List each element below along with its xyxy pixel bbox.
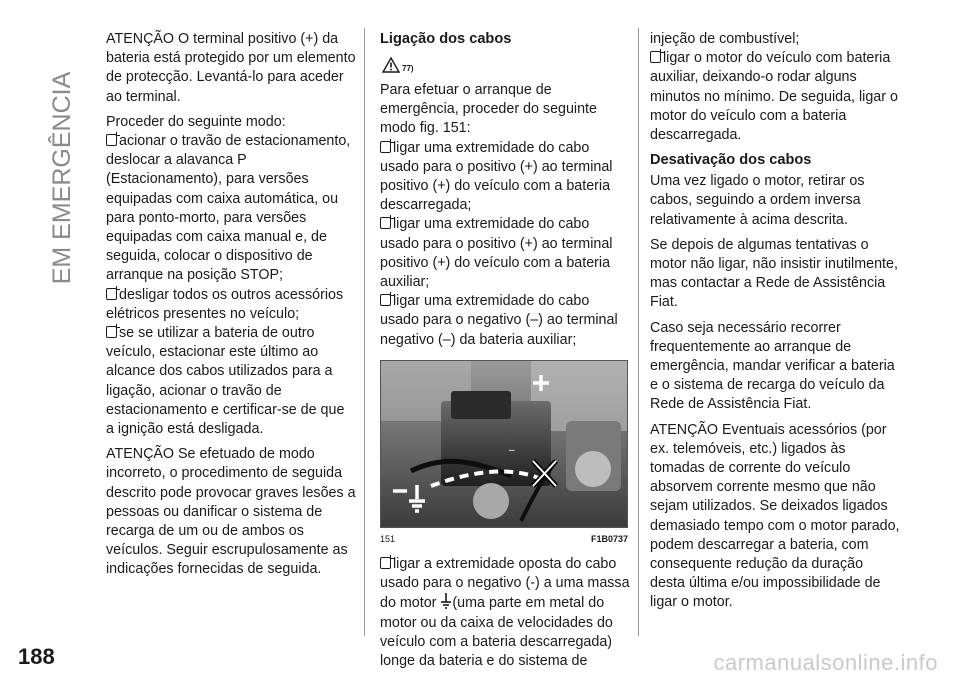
column-3 bbox=[650, 30, 900, 619]
list-item bbox=[650, 49, 900, 145]
column-divider bbox=[364, 28, 365, 636]
list-item-text: ligar uma extremidade do cabo usado para o positivo (+) ao terminal positivo (+) do veículo com a bateria descarregada; bbox=[380, 139, 613, 214]
checkbox-bullet-icon bbox=[380, 294, 391, 306]
list-item-text: acionar o travão de estacionamento, deslocar a alavanca P (Estacionamento), para versões equipadas com caixa automática, ou para ponto-morto, para versões equipadas com caixa manual e, de seguida, colocar o dispositivo de arranque na posição STOP; bbox=[106, 133, 351, 284]
list-item bbox=[380, 215, 632, 292]
warning-triangle-icon bbox=[382, 57, 400, 73]
paragraph: Se depois de algumas tentativas o motor não ligar, não insistir inutilmente, mas contactar a Rede de Assistência Fiat. bbox=[650, 236, 898, 311]
section-title bbox=[12, 0, 82, 310]
attention-note-accessories: ATENÇÃO Eventuais acessórios (por ex. telemóveis, etc.) ligados às tomadas de corrente do veículo absorvem corrente mesmo que não sejam utilizados. Se deixados ligados demasiado tempo com o motor parado, podem descarregar a bateria, com consequente redução da duração desta última e/ou impossibilidade de ligar o motor. bbox=[650, 421, 900, 611]
list-item bbox=[380, 555, 632, 671]
attention-note-procedure: ATENÇÃO Se efetuado de modo incorreto, o procedimento de seguida descrito pode provocar graves lesões a pessoas ou danificar o sistema de recarga de um ou de ambos os veículos. Seguir escrupulosamente as indicações fornecidas de seguida. bbox=[106, 446, 356, 578]
column-divider bbox=[638, 28, 639, 636]
list-item bbox=[106, 286, 356, 324]
list-item-text: desligar todos os outros acessórios elétricos presentes no veículo; bbox=[106, 286, 344, 322]
paragraph: Caso seja necessário recorrer frequentemente ao arranque de emergência, mandar verificar a bateria e o sistema de recarga do veículo da Rede de Assistência Fiat. bbox=[650, 319, 895, 413]
list-item bbox=[106, 324, 356, 439]
procedure-intro: Proceder do seguinte modo: bbox=[106, 113, 286, 130]
checkbox-bullet-icon bbox=[380, 141, 391, 153]
figure-151 bbox=[380, 360, 628, 549]
checkbox-bullet-icon bbox=[650, 51, 661, 63]
list-item-text: ligar o motor do veículo com bateria auxiliar, deixando-o rodar alguns minutos no mínimo. De seguida, ligar o motor do veículo com a bateria descarregada. bbox=[650, 50, 898, 144]
paragraph: Uma vez ligado o motor, retirar os cabos, seguindo a ordem inversa relativamente à acima descrita. bbox=[650, 173, 865, 228]
warning-ref-number: 77) bbox=[402, 64, 414, 73]
watermark: carmanualsonline.info bbox=[713, 650, 938, 675]
list-item-text: ligar uma extremidade do cabo usado para o negativo (–) ao terminal negativo (–) da bateria auxiliar; bbox=[380, 293, 618, 348]
section-heading-disconnecting-cables: Desativação dos cabos bbox=[650, 152, 812, 169]
list-item bbox=[380, 292, 632, 350]
svg-text:–: – bbox=[509, 444, 515, 456]
attention-note-terminal: ATENÇÃO O terminal positivo (+) da bateria está protegido por um elemento de protecção. Levantá-lo para aceder ao terminal. bbox=[106, 31, 356, 105]
column-2 bbox=[380, 30, 632, 671]
list-item bbox=[106, 132, 356, 286]
svg-text:EM EMERGÊNCIA: EM EMERGÊNCIA bbox=[48, 71, 76, 285]
page-number: 188 bbox=[18, 644, 55, 669]
checkbox-bullet-icon bbox=[380, 557, 391, 569]
warning-reference bbox=[382, 55, 632, 73]
checkbox-bullet-icon bbox=[106, 326, 117, 338]
figure-caption bbox=[380, 530, 628, 549]
column-1 bbox=[106, 30, 356, 586]
engine-bay-photo bbox=[380, 360, 628, 528]
ground-symbol-icon bbox=[441, 593, 451, 609]
list-item bbox=[380, 139, 632, 216]
figure-code: F1B0737 bbox=[590, 533, 628, 544]
connection-intro: Para efetuar o arranque de emergência, proceder do seguinte modo fig. 151: bbox=[380, 82, 597, 137]
list-item-continuation: injeção de combustível; bbox=[650, 31, 800, 47]
list-item-text-continued: (uma parte em metal do motor ou da caixa de velocidades do veículo com a bateria descarregada) longe da bateria e do sistema de bbox=[380, 595, 613, 670]
checkbox-bullet-icon bbox=[106, 288, 117, 300]
section-heading-connecting-cables: Ligação dos cabos bbox=[380, 31, 512, 47]
checkbox-bullet-icon bbox=[380, 217, 391, 229]
checkbox-bullet-icon bbox=[106, 134, 117, 146]
list-item-text: ligar uma extremidade do cabo usado para o positivo (+) ao terminal positivo (+) do veículo com a bateria auxiliar; bbox=[380, 216, 613, 291]
list-item-text: se se utilizar a bateria de outro veículo, estacionar este último ao alcance dos cabos utilizados para a ligação, acionar o travão de estacionamento e certificar-se de que a ignição está desligada. bbox=[106, 325, 345, 438]
figure-number: 151 bbox=[380, 533, 396, 544]
list-item-text: ligar a extremidade oposta do cabo usado para o negativo (-) a uma massa do motor bbox=[380, 556, 630, 612]
